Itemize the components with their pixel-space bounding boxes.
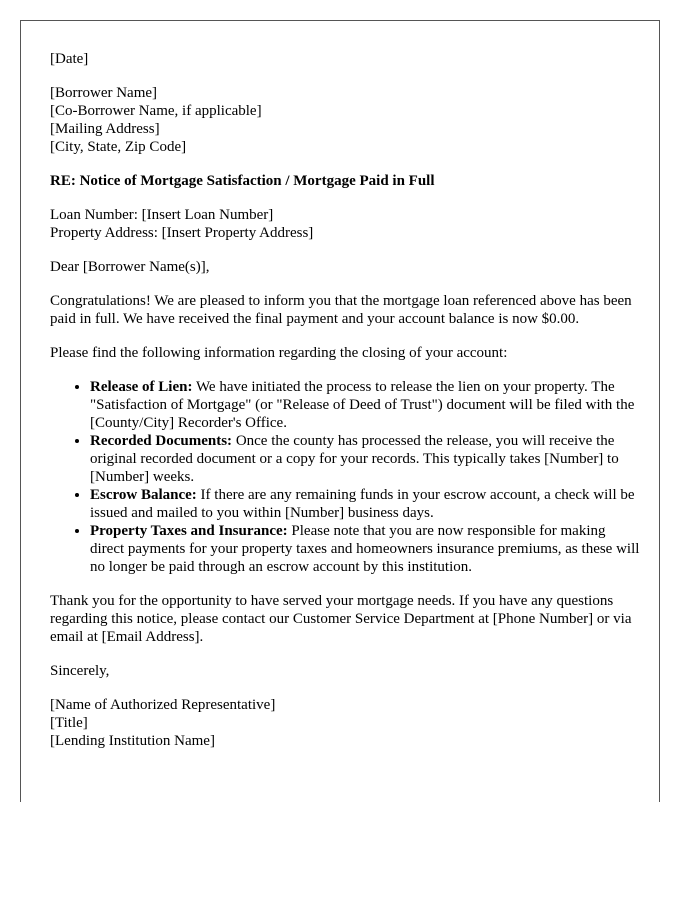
list-item-text: If there are any remaining funds in your escrow account, a check will be issued and mailed to you within [Number] business days. xyxy=(90,487,635,521)
list-item-text: We have initiated the process to release the lien on your property. The "Satisfaction of Mortgage" (or "Release of Deed of Trust") document will be filed with the [County/City] Recorder's Office. xyxy=(90,379,635,431)
borrower-name: [Borrower Name] xyxy=(50,85,158,101)
list-item-text: Please note that you are now responsible for making direct payments for your property taxes and homeowners insurance premiums, as these will no longer be paid through an escrow account by this institution. xyxy=(90,523,640,575)
date-line: [Date] xyxy=(50,51,89,67)
list-item-recorded-documents xyxy=(90,432,640,486)
list-item-property-taxes-insurance xyxy=(90,522,640,576)
letter-page xyxy=(20,20,660,802)
sign-off: Sincerely, xyxy=(50,663,110,679)
list-item-release-of-lien xyxy=(90,378,640,432)
list-item-escrow-balance xyxy=(90,486,640,522)
signature-block xyxy=(50,696,640,750)
city-state-zip: [City, State, Zip Code] xyxy=(50,139,187,155)
intro-paragraph: Congratulations! We are pleased to inform you that the mortgage loan referenced above has been paid in full. We have received the final payment and your account balance is now $0.00. xyxy=(50,293,632,327)
institution-name: [Lending Institution Name] xyxy=(50,733,215,749)
salutation: Dear [Borrower Name(s)], xyxy=(50,259,210,275)
recipient-block xyxy=(50,84,640,156)
letter-body xyxy=(50,50,640,766)
loan-number: Loan Number: [Insert Loan Number] xyxy=(50,207,274,223)
list-item-heading: Recorded Documents: xyxy=(90,433,233,449)
closing-paragraph: Thank you for the opportunity to have served your mortgage needs. If you have any questions regarding this notice, please contact our Customer Service Department at [Phone Number] or via email at [Email Address]. xyxy=(50,593,632,645)
list-intro: Please find the following information regarding the closing of your account: xyxy=(50,345,508,361)
list-item-heading: Release of Lien: xyxy=(90,379,193,395)
representative-name: [Name of Authorized Representative] xyxy=(50,697,276,713)
representative-title: [Title] xyxy=(50,715,88,731)
mailing-address: [Mailing Address] xyxy=(50,121,160,137)
loan-details xyxy=(50,206,640,242)
list-item-heading: Escrow Balance: xyxy=(90,487,197,503)
property-address: Property Address: [Insert Property Address] xyxy=(50,225,314,241)
list-item-text: Once the county has processed the release, you will receive the original recorded document or a copy for your records. This typically takes [Number] to [Number] weeks. xyxy=(90,433,619,485)
list-item-heading: Property Taxes and Insurance: xyxy=(90,523,288,539)
subject-line: RE: Notice of Mortgage Satisfaction / Mortgage Paid in Full xyxy=(50,173,435,189)
co-borrower-name: [Co-Borrower Name, if applicable] xyxy=(50,103,262,119)
account-closing-list xyxy=(50,378,640,576)
